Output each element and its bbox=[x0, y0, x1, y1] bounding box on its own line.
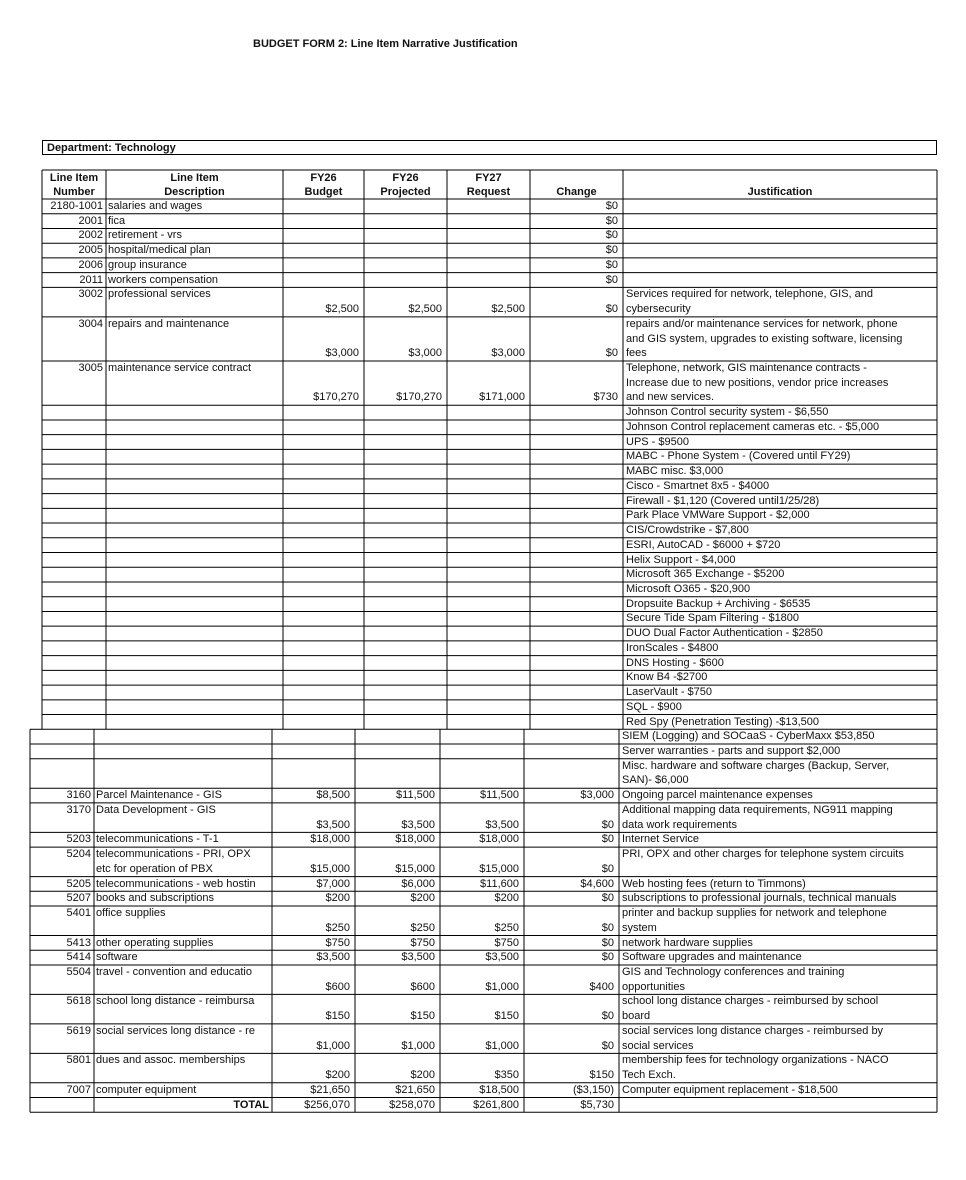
line-item-description: office supplies bbox=[96, 907, 166, 920]
amount-change: $150 bbox=[589, 1069, 614, 1082]
justification-text: opportunities bbox=[622, 980, 685, 993]
line-item-description: books and subscriptions bbox=[96, 892, 215, 905]
line-item-number: 3004 bbox=[78, 317, 103, 330]
justification-text: and new services. bbox=[626, 391, 715, 404]
line-item-description: Parcel Maintenance - GIS bbox=[96, 789, 222, 802]
amount-request: $250 bbox=[494, 921, 519, 934]
amount-change: $400 bbox=[589, 980, 614, 993]
amount-projected: $750 bbox=[410, 936, 435, 949]
amount-change: $0 bbox=[601, 951, 614, 964]
amount-change: $3,000 bbox=[580, 789, 614, 802]
amount-projected: $15,000 bbox=[395, 862, 435, 875]
amount-request: $150 bbox=[494, 1010, 519, 1023]
justification-text: DUO Dual Factor Authentication - $2850 bbox=[626, 627, 823, 640]
justification-text: MABC misc. $3,000 bbox=[626, 465, 724, 478]
amount-request: $350 bbox=[494, 1069, 519, 1082]
justification-text: subscriptions to professional journals, technical manuals bbox=[622, 892, 897, 905]
amount-change: $0 bbox=[601, 833, 614, 846]
amount-change: ($3,150) bbox=[573, 1083, 614, 1096]
amount-request: $2,500 bbox=[491, 303, 525, 316]
header-line-item-number: Number bbox=[53, 186, 95, 198]
header-change: Change bbox=[556, 186, 597, 198]
line-item-number: 7007 bbox=[66, 1083, 91, 1096]
justification-text: fees bbox=[626, 347, 647, 360]
amount-projected: $11,500 bbox=[396, 789, 435, 802]
line-item-description: telecommunications - web hostin bbox=[96, 877, 256, 890]
amount-change: $0 bbox=[601, 1010, 614, 1023]
header-fy26-projected: Projected bbox=[380, 186, 431, 198]
line-item-description: dues and assoc. memberships bbox=[96, 1054, 246, 1067]
justification-text: SAN)- $6,000 bbox=[622, 774, 689, 787]
justification-text: SIEM (Logging) and SOCaaS - CyberMaxx $53,850 bbox=[622, 730, 875, 743]
line-item-number: 2002 bbox=[78, 229, 103, 242]
amount-request: $11,600 bbox=[480, 877, 519, 890]
amount-projected: $3,000 bbox=[408, 347, 442, 360]
justification-text: IronScales - $4800 bbox=[626, 641, 719, 654]
amount-change: $0 bbox=[605, 258, 618, 271]
justification-text: and GIS system, upgrades to existing software, licensing bbox=[626, 332, 903, 345]
justification-text: Computer equipment replacement - $18,500 bbox=[622, 1083, 838, 1096]
justification-text: board bbox=[622, 1010, 651, 1023]
justification-text: Firewall - $1,120 (Covered until1/25/28) bbox=[626, 494, 820, 507]
line-item-number: 2005 bbox=[78, 244, 103, 257]
justification-text: DNS Hosting - $600 bbox=[626, 656, 724, 669]
justification-text: GIS and Technology conferences and training bbox=[622, 965, 845, 978]
amount-projected: $170,270 bbox=[396, 391, 442, 404]
amount-request: $15,000 bbox=[479, 862, 519, 875]
justification-text: Johnson Control replacement cameras etc. - $5,000 bbox=[626, 420, 880, 433]
amount-change: $0 bbox=[605, 214, 618, 227]
justification-text: Increase due to new positions, vendor price increases bbox=[626, 376, 889, 389]
amount-projected: $6,000 bbox=[401, 877, 435, 890]
amount-change: $0 bbox=[601, 921, 614, 934]
amount-budget: $200 bbox=[325, 892, 350, 905]
justification-text: social services bbox=[622, 1039, 694, 1052]
amount-request: $18,000 bbox=[479, 833, 519, 846]
line-item-number: 3005 bbox=[78, 362, 103, 375]
amount-budget: $8,500 bbox=[316, 789, 350, 802]
amount-change: $0 bbox=[601, 862, 614, 875]
header-justification: Justification bbox=[747, 186, 813, 198]
justification-text: UPS - $9500 bbox=[626, 435, 689, 448]
header-fy26-budget: Budget bbox=[304, 186, 343, 198]
amount-budget: $2,500 bbox=[325, 303, 359, 316]
amount-request: $3,500 bbox=[485, 818, 519, 831]
line-item-number: 3160 bbox=[66, 789, 91, 802]
line-item-description: professional services bbox=[108, 288, 211, 301]
header-fy27-request: FY27 bbox=[475, 172, 502, 184]
total-budget: $256,070 bbox=[304, 1098, 350, 1111]
line-item-description: retirement - vrs bbox=[108, 229, 182, 242]
line-item-description: repairs and maintenance bbox=[108, 317, 230, 330]
line-item-description: software bbox=[96, 951, 138, 964]
line-item-number: 5618 bbox=[66, 995, 91, 1008]
header-fy26-budget: FY26 bbox=[310, 172, 337, 184]
amount-projected: $3,500 bbox=[401, 951, 435, 964]
justification-text: Web hosting fees (return to Timmons) bbox=[622, 877, 806, 890]
header-fy26-projected: FY26 bbox=[392, 172, 419, 184]
justification-text: Cisco - Smartnet 8x5 - $4000 bbox=[626, 479, 770, 492]
line-item-description: computer equipment bbox=[96, 1083, 197, 1096]
amount-projected: $3,500 bbox=[401, 818, 435, 831]
line-item-description: social services long distance - re bbox=[96, 1024, 255, 1037]
amount-budget: $750 bbox=[325, 936, 350, 949]
amount-budget: $3,500 bbox=[316, 818, 350, 831]
amount-budget: $250 bbox=[325, 921, 350, 934]
amount-request: $3,500 bbox=[485, 951, 519, 964]
justification-text: Park Place VMWare Support - $2,000 bbox=[626, 509, 810, 522]
amount-budget: $18,000 bbox=[310, 833, 350, 846]
amount-budget: $21,650 bbox=[310, 1083, 350, 1096]
justification-text: Johnson Control security system - $6,550 bbox=[626, 406, 829, 419]
justification-text: Software upgrades and maintenance bbox=[622, 951, 802, 964]
amount-request: $18,500 bbox=[479, 1083, 519, 1096]
justification-text: social services long distance charges - reimbursed by bbox=[622, 1024, 884, 1037]
justification-text: CIS/Crowdstrike - $7,800 bbox=[626, 524, 749, 537]
amount-budget: $15,000 bbox=[310, 862, 350, 875]
line-item-number: 5205 bbox=[66, 877, 91, 890]
amount-budget: $150 bbox=[325, 1010, 350, 1023]
amount-request: $750 bbox=[494, 936, 519, 949]
line-item-description: maintenance service contract bbox=[108, 362, 252, 375]
form-title: BUDGET FORM 2: Line Item Narrative Justification bbox=[253, 38, 518, 50]
justification-text: Server warranties - parts and support $2,000 bbox=[622, 745, 841, 757]
amount-budget: $1,000 bbox=[316, 1039, 350, 1052]
justification-text: Red Spy (Penetration Testing) -$13,500 bbox=[626, 715, 820, 728]
line-item-number: 3170 bbox=[66, 803, 91, 816]
total-label: TOTAL bbox=[233, 1098, 269, 1111]
amount-projected: $150 bbox=[410, 1010, 435, 1023]
line-item-number: 5401 bbox=[66, 907, 91, 920]
justification-text: membership fees for technology organizations - NACO bbox=[622, 1054, 889, 1067]
amount-budget: $170,270 bbox=[313, 391, 359, 404]
line-item-description: fica bbox=[108, 214, 126, 227]
line-item-number: 5204 bbox=[66, 848, 91, 861]
amount-change: $0 bbox=[601, 892, 614, 905]
amount-projected: $250 bbox=[410, 921, 435, 934]
header-fy27-request: Request bbox=[466, 186, 511, 198]
amount-request: $1,000 bbox=[485, 980, 519, 993]
amount-projected: $18,000 bbox=[395, 833, 435, 846]
line-item-description: Data Development - GIS bbox=[96, 803, 216, 816]
line-item-number: 5203 bbox=[66, 833, 91, 846]
amount-change: $0 bbox=[605, 273, 618, 286]
line-item-number: 5619 bbox=[66, 1024, 91, 1037]
amount-request: $3,000 bbox=[491, 347, 525, 360]
header-line-item-number: Line Item bbox=[49, 172, 99, 184]
line-item-number: 5413 bbox=[66, 936, 91, 949]
line-item-description: group insurance bbox=[108, 258, 187, 271]
justification-text: Ongoing parcel maintenance expenses bbox=[622, 789, 813, 802]
amount-projected: $21,650 bbox=[395, 1083, 435, 1096]
amount-change: $0 bbox=[605, 229, 618, 242]
justification-text: Microsoft 365 Exchange - $5200 bbox=[626, 568, 785, 581]
amount-change: $0 bbox=[601, 936, 614, 949]
line-item-description: travel - convention and educatio bbox=[96, 965, 252, 978]
justification-text: Secure Tide Spam Filtering - $1800 bbox=[626, 612, 800, 625]
justification-text: ESRI, AutoCAD - $6000 + $720 bbox=[626, 538, 781, 551]
line-item-description: other operating supplies bbox=[96, 936, 214, 949]
line-item-number: 2011 bbox=[79, 273, 103, 286]
header-line-item-description: Line Item bbox=[170, 172, 219, 184]
amount-budget: $200 bbox=[325, 1069, 350, 1082]
total-change: $5,730 bbox=[580, 1098, 614, 1111]
line-item-number: 2001 bbox=[78, 214, 103, 227]
amount-change: $0 bbox=[605, 347, 618, 360]
justification-text: system bbox=[622, 921, 657, 934]
justification-text: Internet Service bbox=[622, 833, 700, 846]
line-item-description: school long distance - reimbursa bbox=[96, 995, 255, 1008]
justification-text: Helix Support - $4,000 bbox=[626, 553, 736, 566]
amount-projected: $600 bbox=[410, 980, 435, 993]
justification-text: repairs and/or maintenance services for network, phone bbox=[626, 317, 898, 330]
justification-text: PRI, OPX and other charges for telephone system circuits bbox=[622, 848, 904, 861]
justification-text: cybersecurity bbox=[626, 303, 691, 316]
amount-change: $730 bbox=[593, 391, 618, 404]
justification-text: Misc. hardware and software charges (Backup, Server, bbox=[622, 759, 890, 772]
line-item-number: 2180-1001 bbox=[50, 200, 103, 212]
line-item-description: salaries and wages bbox=[108, 200, 203, 212]
line-item-number: 3002 bbox=[78, 288, 103, 301]
justification-text: Services required for network, telephone, GIS, and bbox=[626, 288, 874, 301]
amount-budget: $3,500 bbox=[316, 951, 350, 964]
amount-change: $0 bbox=[605, 303, 618, 316]
justification-text: Dropsuite Backup + Archiving - $6535 bbox=[626, 597, 811, 610]
amount-projected: $2,500 bbox=[408, 303, 442, 316]
justification-text: printer and backup supplies for network and telephone bbox=[622, 907, 887, 920]
justification-text: network hardware supplies bbox=[622, 936, 753, 949]
department-label: Department: Technology bbox=[47, 142, 176, 154]
amount-request: $171,000 bbox=[479, 391, 525, 404]
amount-request: $11,500 bbox=[480, 789, 519, 802]
line-item-description: telecommunications - T-1 bbox=[96, 833, 219, 846]
line-item-number: 5207 bbox=[66, 892, 91, 905]
justification-text: data work requirements bbox=[622, 818, 737, 831]
amount-budget: $600 bbox=[325, 980, 350, 993]
line-item-number: 5801 bbox=[66, 1054, 91, 1067]
line-item-description: hospital/medical plan bbox=[108, 244, 211, 257]
amount-projected: $1,000 bbox=[401, 1039, 435, 1052]
total-request: $261,800 bbox=[473, 1098, 519, 1111]
amount-budget: $7,000 bbox=[316, 877, 350, 890]
amount-request: $200 bbox=[494, 892, 519, 905]
line-item-number: 5414 bbox=[66, 951, 91, 964]
header-line-item-description: Description bbox=[164, 186, 225, 198]
amount-change: $0 bbox=[605, 200, 618, 212]
amount-change: $0 bbox=[605, 244, 618, 257]
amount-projected: $200 bbox=[410, 1069, 435, 1082]
line-item-number: 5504 bbox=[66, 965, 91, 978]
justification-text: Microsoft O365 - $20,900 bbox=[626, 582, 751, 595]
justification-text: SQL - $900 bbox=[626, 700, 682, 713]
amount-change: $4,600 bbox=[580, 877, 614, 890]
justification-text: Additional mapping data requirements, NG911 mapping bbox=[622, 803, 893, 816]
amount-projected: $200 bbox=[410, 892, 435, 905]
line-item-number: 2006 bbox=[78, 258, 103, 271]
justification-text: MABC - Phone System - (Covered until FY29) bbox=[626, 450, 851, 463]
amount-change: $0 bbox=[601, 1039, 614, 1052]
justification-text: LaserVault - $750 bbox=[626, 686, 713, 699]
justification-text: Know B4 -$2700 bbox=[626, 671, 708, 684]
line-item-description: telecommunications - PRI, OPX bbox=[96, 848, 251, 861]
amount-request: $1,000 bbox=[485, 1039, 519, 1052]
justification-text: Tech Exch. bbox=[622, 1069, 676, 1082]
justification-text: school long distance charges - reimbursed by school bbox=[622, 995, 879, 1008]
amount-budget: $3,000 bbox=[325, 347, 359, 360]
line-item-description: etc for operation of PBX bbox=[96, 862, 213, 875]
line-item-description: workers compensation bbox=[108, 273, 219, 286]
amount-change: $0 bbox=[601, 818, 614, 831]
justification-text: Telephone, network, GIS maintenance contracts - bbox=[626, 362, 867, 375]
total-projected: $258,070 bbox=[389, 1098, 435, 1111]
